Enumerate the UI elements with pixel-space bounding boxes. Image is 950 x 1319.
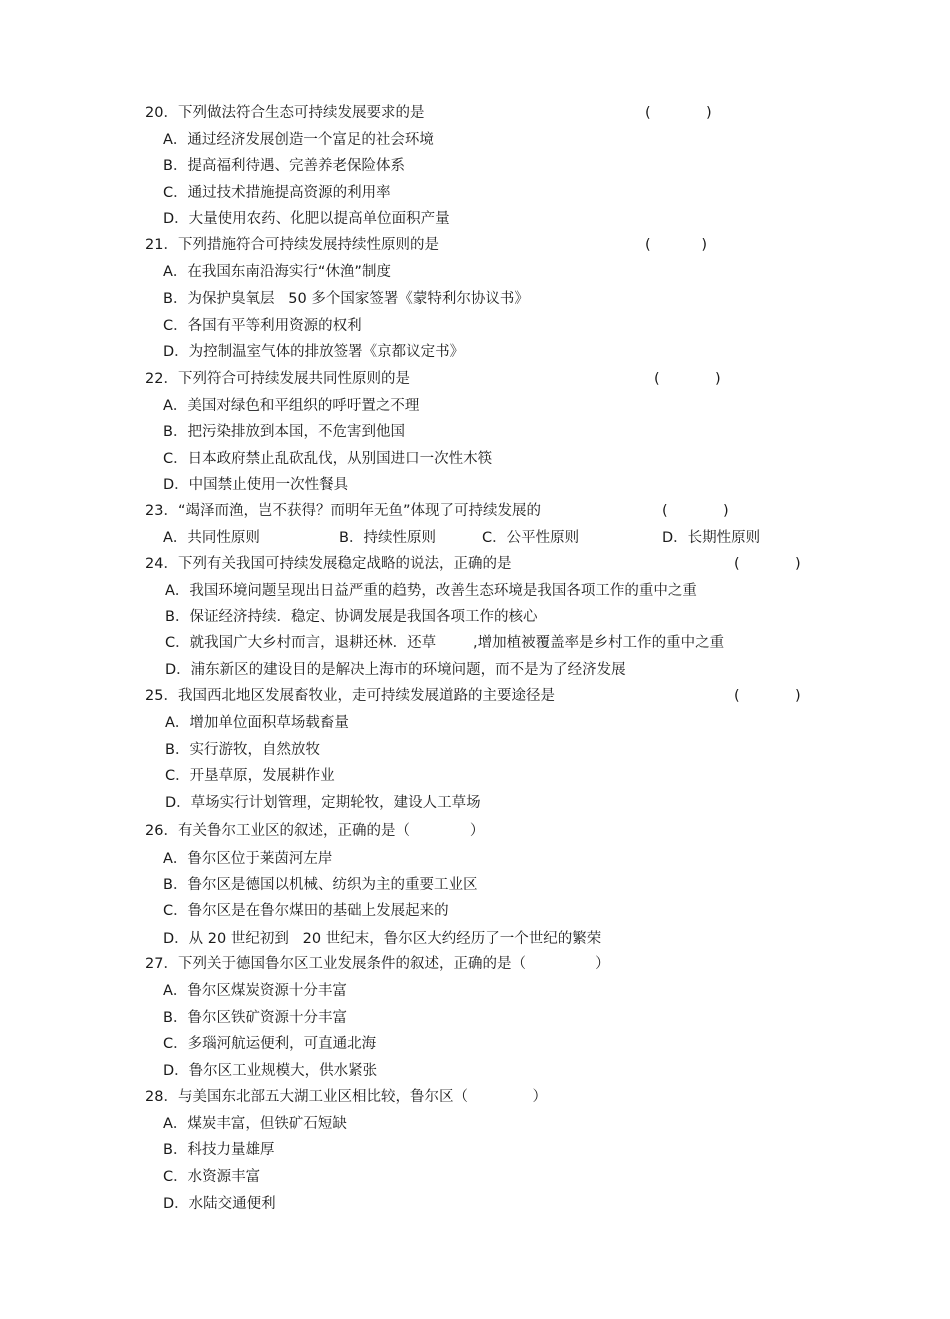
question-stem: 21．下列措施符合可持续发展持续性原则的是 (145, 237, 439, 253)
option-b: B．鲁尔区是德国以机械、纺织为主的重要工业区 (163, 877, 478, 893)
option-a: A．在我国东南沿海实行“休渔”制度 (163, 264, 391, 280)
option-c: C．通过技术措施提高资源的利用率 (163, 185, 391, 201)
question-stem: 23．“竭泽而渔，岂不获得？而明年无鱼”体现了可持续发展的 (145, 503, 541, 519)
answer-bracket: ( ) (654, 371, 721, 387)
option-d: D．长期性原则 (662, 530, 761, 546)
option-c: C．鲁尔区是在鲁尔煤田的基础上发展起来的 (163, 903, 449, 919)
option-a: A．增加单位面积草场载畜量 (165, 715, 349, 731)
option-a: A．共同性原则 (163, 530, 260, 546)
option-c: C．各国有平等利用资源的权利 (163, 318, 362, 334)
option-a: A．美国对绿色和平组织的呼吁置之不理 (163, 398, 420, 414)
option-d: D．浦东新区的建设目的是解决上海市的环境问题，而不是为了经济发展 (165, 662, 626, 678)
answer-bracket: ( ) (734, 688, 801, 704)
question-stem: 24．下列有关我国可持续发展稳定战略的说法，正确的是 (145, 556, 512, 572)
question-stem: 22．下列符合可持续发展共同性原则的是 (145, 371, 410, 387)
option-c: C．日本政府禁止乱砍乱伐，从别国进口一次性木筷 (163, 451, 493, 467)
option-c: C．就我国广大乡村而言，退耕还林．还草 ,增加植被覆盖率是乡村工作的重中之重 (165, 635, 725, 651)
option-c: C．公平性原则 (482, 530, 580, 546)
option-b: B．把污染排放到本国，不危害到他国 (163, 424, 405, 440)
question-stem: 27．下列关于德国鲁尔区工业发展条件的叙述，正确的是（ ） (145, 956, 610, 972)
option-c: C．开垦草原，发展耕作业 (165, 768, 335, 784)
answer-bracket: ( ) (734, 556, 801, 572)
option-d: D．大量使用农药、化肥以提高单位面积产量 (163, 211, 450, 227)
option-d: D．水陆交通便利 (163, 1196, 276, 1212)
option-d: D．草场实行计划管理，定期轮牧，建设人工草场 (165, 795, 481, 811)
option-a: A．煤炭丰富，但铁矿石短缺 (163, 1116, 347, 1132)
option-d: D．中国禁止使用一次性餐具 (163, 477, 349, 493)
question-stem: 28．与美国东北部五大湖工业区相比较，鲁尔区（ ） (145, 1089, 547, 1105)
option-b: B．科技力量雄厚 (163, 1142, 275, 1158)
option-b: B．提高福利待遇、完善养老保险体系 (163, 158, 405, 174)
answer-bracket: ( ) (662, 503, 729, 519)
question-stem: 25．我国西北地区发展畜牧业，走可持续发展道路的主要途径是 (145, 688, 555, 704)
answer-bracket: ( ) (645, 237, 708, 253)
option-c: C．多瑙河航运便利，可直通北海 (163, 1036, 377, 1052)
option-c: C．水资源丰富 (163, 1169, 261, 1185)
option-a: A．通过经济发展创造一个富足的社会环境 (163, 132, 434, 148)
option-b: B．为保护臭氧层 50 多个国家签署《蒙特利尔协议书》 (163, 291, 529, 307)
option-d: D．为控制温室气体的排放签署《京都议定书》 (163, 344, 465, 360)
option-d: D．鲁尔区工业规模大，供水紧张 (163, 1063, 378, 1079)
question-stem: 26．有关鲁尔工业区的叙述，正确的是（ ） (145, 823, 485, 839)
option-a: A．鲁尔区煤炭资源十分丰富 (163, 983, 347, 999)
option-a: A．我国环境问题呈现出日益严重的趋势，改善生态环境是我国各项工作的重中之重 (165, 583, 697, 599)
option-b: B．实行游牧，自然放牧 (165, 742, 320, 758)
answer-bracket: ( ) (645, 105, 712, 121)
option-b: B．保证经济持续．稳定、协调发展是我国各项工作的核心 (165, 609, 538, 625)
question-stem: 20．下列做法符合生态可持续发展要求的是 (145, 105, 425, 121)
option-d: D．从 20 世纪初到 20 世纪末，鲁尔区大约经历了一个世纪的繁荣 (163, 931, 602, 947)
option-b: B．鲁尔区铁矿资源十分丰富 (163, 1010, 347, 1026)
option-a: A．鲁尔区位于莱茵河左岸 (163, 851, 333, 867)
option-b: B．持续性原则 (339, 530, 436, 546)
